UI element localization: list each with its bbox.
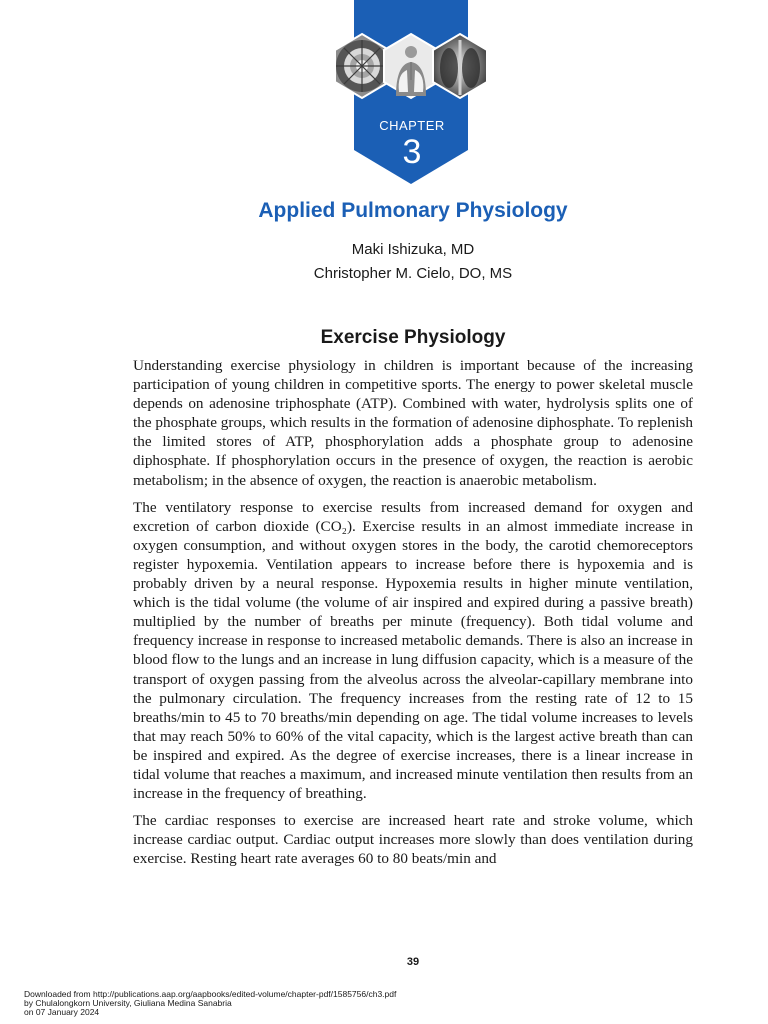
author-name: Maki Ishizuka, MD [351,241,475,258]
page-number: 39 [406,956,420,968]
body-paragraph: The cardiac responses to exercise are increased heart rate and stroke volume, which increase cardiac output. Cardiac output increases more slowly than does ventilation during exercise. Resting heart rate averages 60 to 80 beats/min and [133,812,693,868]
section-heading: Exercise Physiology [320,327,506,348]
chapter-label: CHAPTER [379,118,445,133]
footer-line: Downloaded from http://publications.aap.org/aapbooks/edited-volume/chapter-pdf/1585756/ch3.pdf [24,989,397,999]
body-paragraph: The ventilatory response to exercise results from increased demand for oxygen and excretion of carbon dioxide (CO₂). Exercise results in an almost immediate increase in oxygen consumption, and without oxygen stores in the body, the carotid chemoreceptors register hypoxemia. Ventilation appears to increase before there is hypoxemia and is probably driven by a neural response. Hypoxemia results in higher minute ventilation, which is the tidal volume (the volume of air inspired and expired during a passive breath) multiplied by the number of breaths per minute (frequency). Both tidal volume and frequency increase in response to increased metabolic demands. There is also an increase in blood flow to the lungs and an increase in lung diffusion capacity, which is a measure of the transport of oxygen passing from the alveolus across the alveolar-capillary membrane into the pulmonary circulation. The frequency increases from the resting rate of 12 to 15 breaths/min to 45 to 70 breaths/min depending on age. The tidal volume increases to levels that may reach 50% to 60% of the vital capacity, which is the largest active breath than can be inspired and expired. As the degree of exercise increases, there is a linear increase in tidal volume that reaches a maximum, and increased minute ventilation then results from an increase in the frequency of breathing. [133,498,693,803]
chapter-number: 3 [402,133,422,171]
footer-line: on 07 January 2024 [24,1007,100,1018]
chapter-title: Applied Pulmonary Physiology [258,199,568,222]
footer-line: by Chulalongkorn University, Giuliana Medina Sanabria [24,998,232,1009]
body-paragraph: Understanding exercise physiology in children is important because of the increasing participation of young children in competitive sports. The energy to power skeletal muscle depends on adenosine triphosphate (ATP). Combined with water, hydrolysis splits one of the phosphate groups, which results in the formation of adenosine diphosphate. To replenish the limited stores of ATP, phosphorylation adds a phosphate group to adenosine diphosphate. If phosphorylation occurs in the presence of oxygen, the reaction is aerobic metabolism; in the absence of oxygen, the reaction is anaerobic metabolism. [133,357,693,489]
body-text [133,356,693,876]
author-name: Christopher M. Cielo, DO, MS [313,265,513,282]
download-footer [24,990,624,1018]
